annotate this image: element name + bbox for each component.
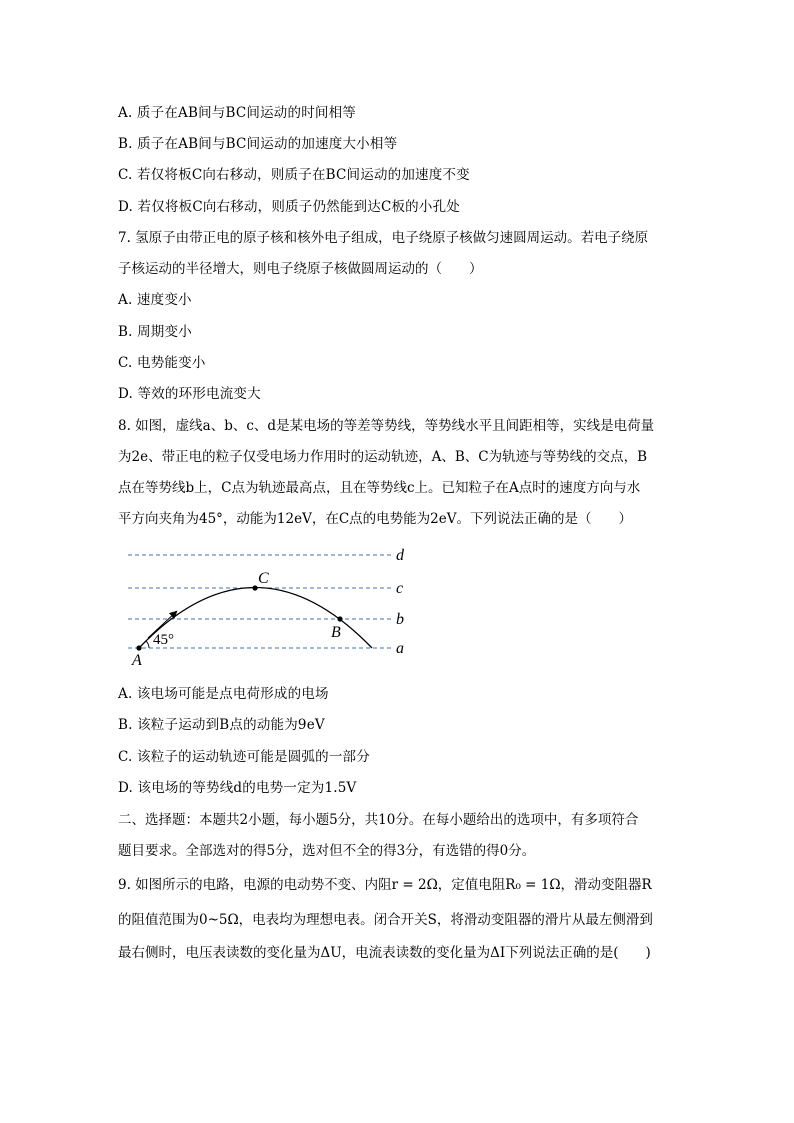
section2-line1: 二、选择题：本题共2小题，每小题5分，共10分。在每小题给出的选项中，有多项符合: [118, 812, 639, 828]
q6-option-b: B. 质子在AB间与BC间运动的加速度大小相等: [118, 136, 398, 152]
section2-line2: 题目要求。全部选对的得5分，选对但不全的得3分，有选错的得0分。: [118, 843, 536, 859]
q8-figure: [120, 540, 420, 670]
q7-option-a: A. 速度变小: [118, 292, 192, 308]
q7-stem-line1: 7. 氢原子由带正电的原子核和核外电子组成，电子绕原子核做匀速圆周运动。若电子绕原: [118, 230, 649, 246]
q7-stem-line2: 子核运动的半径增大，则电子绕原子核做圆周运动的（ ）: [118, 261, 483, 277]
line-label-c: c: [396, 580, 404, 597]
q8-option-a: A. 该电场可能是点电荷形成的电场: [118, 686, 329, 702]
q8-stem-line4: 平方向夹角为45°，动能为12eV，在C点的电势能为2eV。下列说法正确的是（ ）: [118, 511, 633, 527]
q7-option-c: C. 电势能变小: [118, 355, 206, 371]
point-b: [337, 616, 342, 621]
q6-option-d: D. 若仅将板C向右移动，则质子仍然能到达C板的小孔处: [118, 199, 460, 215]
q8-option-d: D. 该电场的等势线d的电势一定为1.5V: [118, 780, 357, 796]
q8-option-c: C. 该粒子的运动轨迹可能是圆弧的一部分: [118, 749, 370, 765]
q9-stem-line1: 9. 如图所示的电路，电源的电动势不变、内阻r = 2Ω，定值电阻R₀ = 1Ω，滑动变阻器R: [118, 877, 652, 893]
point-label-b: B: [331, 624, 341, 641]
angle-label: 45°: [153, 632, 174, 648]
q8-option-b: B. 该粒子运动到B点的动能为9eV: [118, 717, 325, 733]
angle-arc: [146, 641, 149, 648]
line-label-d: d: [396, 547, 404, 564]
q8-stem-line2: 为2e、带正电的粒子仅受电场力作用时的运动轨迹，A、B、C为轨迹与等势线的交点，B: [118, 449, 647, 465]
q6-option-a: A. 质子在AB间与BC间运动的时间相等: [118, 105, 357, 121]
point-c: [252, 585, 257, 590]
q8-stem-line1: 8. 如图，虚线a、b、c、d是某电场的等差等势线，等势线水平且间距相等，实线是电荷量: [118, 418, 655, 434]
line-label-a: a: [396, 640, 404, 657]
q9-stem-line2: 的阻值范围为0~5Ω，电表均为理想电表。闭合开关S，将滑动变阻器的滑片从最左侧滑到: [118, 912, 653, 928]
point-label-c: C: [258, 570, 269, 587]
line-label-b: b: [396, 611, 404, 628]
q6-option-c: C. 若仅将板C向右移动，则质子在BC间运动的加速度不变: [118, 167, 470, 183]
q9-stem-line3: 最右侧时，电压表读数的变化量为ΔU，电流表读数的变化量为ΔI下列说法正确的是( ): [118, 945, 651, 961]
point-a: [136, 645, 141, 650]
q7-option-b: B. 周期变小: [118, 324, 192, 340]
q8-stem-line3: 点在等势线b上，C点为轨迹最高点，且在等势线c上。已知粒子在A点时的速度方向与水: [118, 480, 641, 496]
q7-option-d: D. 等效的环形电流变大: [118, 386, 261, 402]
point-label-a: A: [132, 652, 142, 669]
